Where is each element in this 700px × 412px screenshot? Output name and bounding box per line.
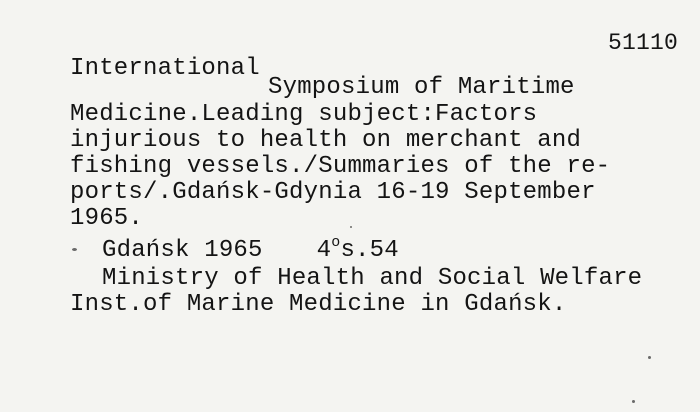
scan-speck: [632, 400, 635, 403]
title-line-2: Symposium of Maritime: [268, 74, 575, 101]
title-line-5: fishing vessels./Summaries of the re-: [70, 153, 611, 180]
scan-speck: [350, 226, 352, 228]
scan-speck: [72, 248, 77, 251]
publisher-line-1: Ministry of Health and Social Welfare: [102, 265, 643, 292]
title-line-4: injurious to health on merchant and: [70, 127, 582, 154]
format-superscript: o: [331, 234, 341, 251]
scan-speck: [648, 356, 651, 359]
format-number: 4: [316, 237, 332, 264]
imprint-line: [102, 234, 399, 266]
publisher-line-2: Inst.of Marine Medicine in Gdańsk.: [70, 291, 567, 318]
title-line-6: ports/.Gdańsk-Gdynia 16-19 September: [70, 179, 596, 206]
format-pages: s.54: [340, 237, 399, 264]
title-line-3: Medicine.Leading subject:Factors: [70, 101, 538, 128]
title-line-7: 1965.: [70, 205, 144, 232]
title-line-1: International: [70, 55, 260, 82]
imprint-place-year: Gdańsk 1965: [102, 237, 263, 264]
accession-number: 51110: [608, 30, 679, 56]
